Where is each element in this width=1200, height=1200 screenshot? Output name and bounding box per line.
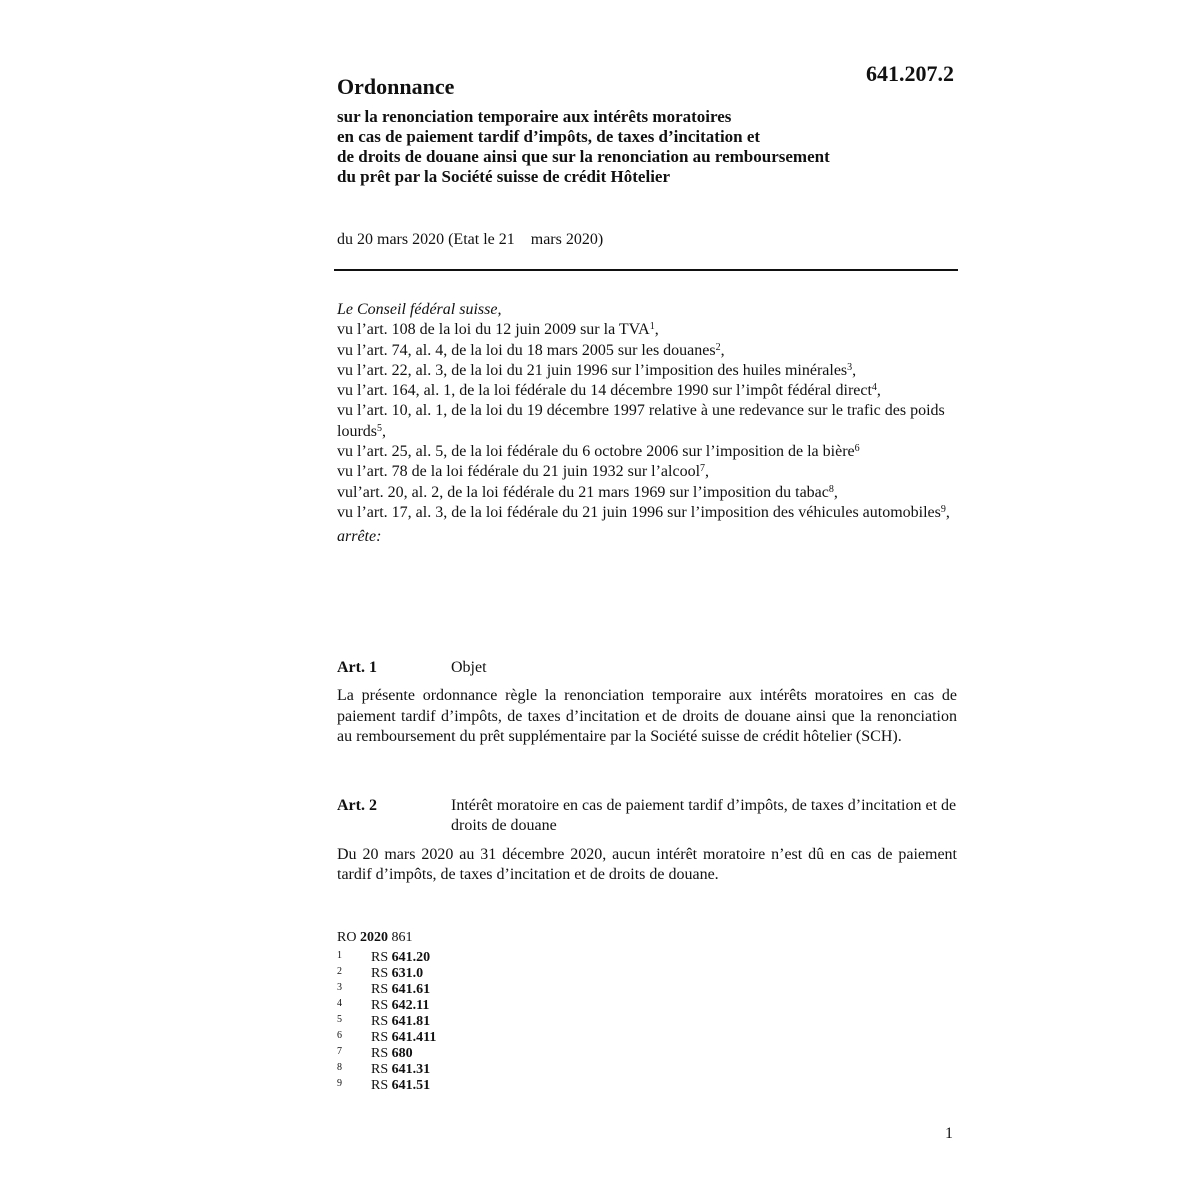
footnote-ref[interactable]: 8	[828, 483, 834, 495]
preamble-item: vu l’art. 25, al. 5, de la loi fédérale du 6 octobre 2006 sur l’imposition de la bière$^6$	[337, 443, 860, 461]
article-2	[337, 796, 957, 885]
article-title: Intérêt moratoire en cas de paiement tardif d’impôts, de taxes d’incitation et de droits de douane	[451, 797, 957, 835]
subtitle-line: du prêt par la Société suisse de crédit Hôtelier	[337, 167, 671, 186]
footnote: 7 RS 680	[337, 1046, 413, 1061]
footnote-ref[interactable]: 3	[847, 361, 853, 373]
article-1	[337, 658, 957, 747]
footnote: 4 RS 642.11	[337, 998, 430, 1013]
article-title: Objet	[451, 659, 487, 676]
sr-number: 641.207.2	[866, 61, 954, 86]
horizontal-rule	[334, 269, 958, 271]
footnote-ref[interactable]: 5	[377, 422, 382, 434]
preamble-item: vu l’art. 74, al. 4, de la loi du 18 mars 2005 sur les douanes$^2$,	[337, 341, 725, 359]
article-heading	[337, 658, 957, 678]
article-number: Art. 1	[337, 659, 377, 676]
preamble-item: vu l’art. 17, al. 3, de la loi fédérale du 21 juin 1996 sur l’imposition des véhicules automobiles$^9$,	[337, 503, 950, 521]
footnote-ref[interactable]: 6	[854, 443, 860, 455]
preamble-item: vu l’art. 108 de la loi du 12 juin 2009 sur la TVA$^1$,	[337, 321, 659, 339]
subtitle-line: de droits de douane ainsi que sur la renonciation au remboursement	[337, 147, 830, 166]
preamble	[337, 300, 957, 548]
preamble-intro: Le Conseil fédéral suisse,	[337, 301, 502, 318]
footnote-ref[interactable]: 7	[700, 463, 706, 475]
preamble-item: vu l’art. 10, al. 1, de la loi du 19 décembre 1997 relative à une redevance sur le trafic des poids lourds$^5$,	[337, 402, 945, 440]
preamble-item: vu l’art. 22, al. 3, de la loi du 21 juin 1996 sur l’imposition des huiles minérales$^3$,	[337, 361, 857, 379]
document-title: Ordonnance	[337, 74, 455, 99]
footnote: 6 RS 641.411	[337, 1030, 437, 1045]
document-subtitle	[337, 107, 957, 187]
article-body: La présente ordonnance règle la renonciation temporaire aux intérêts moratoires en cas de paiement tardif d’impôts, de taxes d’incitation et de droits de douane ainsi que la renonciation au remboursement du prêt supplémentaire par la Société suisse de crédit hôtelier (SCH).	[337, 687, 957, 745]
footnote: 5 RS 641.81	[337, 1014, 431, 1029]
subtitle-line: en cas de paiement tardif d’impôts, de taxes d’incitation et	[337, 127, 761, 146]
article-body: Du 20 mars 2020 au 31 décembre 2020, aucun intérêt moratoire n’est dû en cas de paiement tardif d’impôts, de taxes d’incitation et de droits de douane.	[337, 845, 957, 883]
footnote: 8 RS 641.31	[337, 1062, 431, 1077]
footnote: 9 RS 641.51	[337, 1078, 431, 1093]
article-heading	[337, 796, 957, 837]
footnote-ref[interactable]: 4	[871, 382, 877, 394]
footnote-ref[interactable]: 2	[715, 341, 721, 353]
footnotes	[337, 930, 637, 1094]
footnote: 1 RS 641.20	[337, 950, 431, 965]
subtitle-line: sur la renonciation temporaire aux intérêts moratoires	[337, 107, 732, 126]
footnote: 2 RS 631.0	[337, 966, 424, 981]
official-compilation-ref: RO 2020 861	[337, 930, 413, 945]
footnote-ref[interactable]: 9	[940, 503, 946, 515]
footnote: 3 RS 641.61	[337, 982, 431, 997]
article-number: Art. 2	[337, 797, 377, 814]
preamble-item: vul’art. 20, al. 2, de la loi fédérale du 21 mars 1969 sur l’imposition du tabac$^8$,	[337, 483, 838, 501]
preamble-item: vu l’art. 164, al. 1, de la loi fédérale du 14 décembre 1990 sur l’impôt fédéral direct$^4$,	[337, 382, 881, 400]
page-number: 1	[945, 1125, 953, 1142]
footnote-ref[interactable]: 1	[649, 321, 655, 333]
preamble-decides: arrête:	[337, 528, 382, 546]
preamble-item: vu l’art. 78 de la loi fédérale du 21 juin 1932 sur l’alcool$^7$,	[337, 463, 710, 481]
date-line: du 20 mars 2020 (Etat le 21 mars 2020)	[337, 231, 604, 248]
